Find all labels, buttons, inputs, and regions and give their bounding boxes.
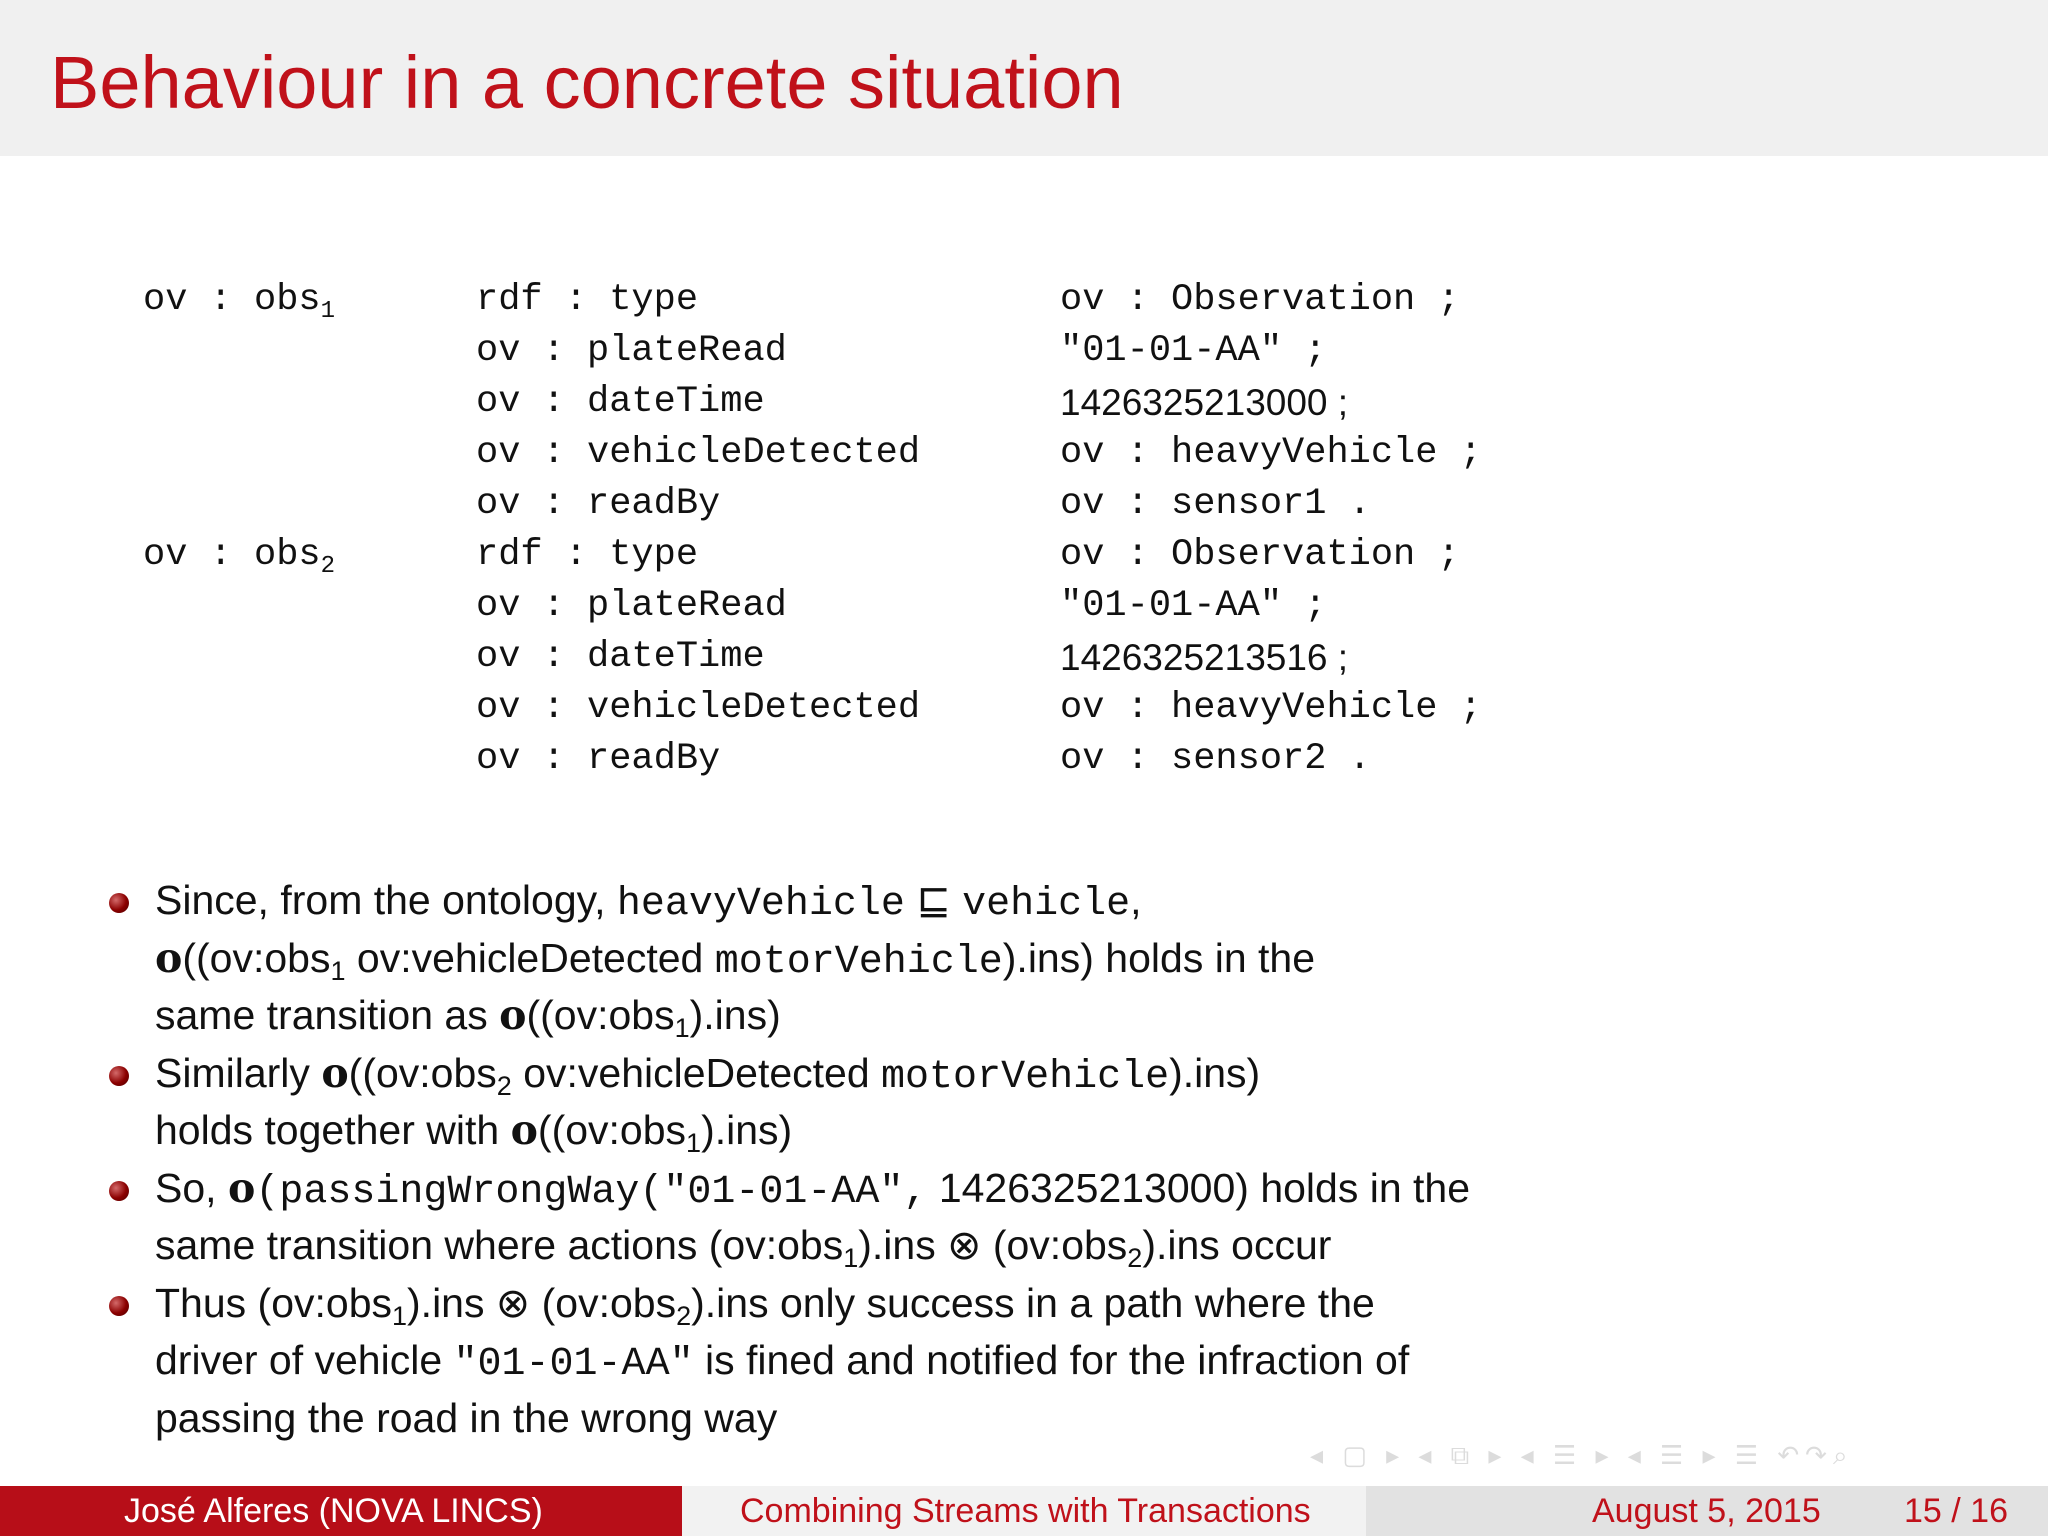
triple-predicate: ov : vehicleDetected xyxy=(476,432,921,474)
bullet-icon xyxy=(109,1066,129,1086)
bullet-line: same transition where actions (ov:obs$_1$).ins ⊗ (ov:obs$_2$).ins occur xyxy=(155,1222,1332,1273)
bullet-line: driver of vehicle "01-01-AA" is fined and notified for the infraction of xyxy=(155,1337,1410,1387)
bullet-line: same transition as o((ov:obs$_1$).ins) xyxy=(155,991,781,1043)
bullet-item xyxy=(105,1045,1565,1160)
triple-predicate: ov : dateTime xyxy=(476,636,765,678)
footer-title-panel xyxy=(682,1486,1366,1536)
triple-predicate: ov : readBy xyxy=(476,738,721,780)
triple-predicate: ov : dateTime xyxy=(476,381,765,423)
triple-predicate: ov : vehicleDetected xyxy=(476,687,921,729)
footer-date: August 5, 2015 xyxy=(1592,1492,1821,1530)
triple-object: 1426325213516 ; xyxy=(1060,637,1349,678)
bullet-line: Thus (ov:obs$_1$).ins ⊗ (ov:obs$_2$).ins only success in a path where the xyxy=(155,1279,1375,1331)
bullet-icon xyxy=(109,893,129,913)
bullet-item xyxy=(105,1160,1565,1275)
triple-object: 1426325213000 ; xyxy=(1060,382,1349,423)
bullet-icon xyxy=(109,1181,129,1201)
slide-title: Behaviour in a concrete situation xyxy=(50,41,1124,124)
bullet-item xyxy=(105,1275,1565,1448)
triple-predicate: rdf : type xyxy=(476,279,699,321)
footer-date-panel xyxy=(1366,1486,2048,1536)
footer-talk-title: Combining Streams with Transactions xyxy=(740,1492,1311,1530)
triple-object: ov : heavyVehicle ; xyxy=(1060,687,1482,729)
bullet-line: passing the road in the wrong way xyxy=(155,1394,778,1441)
bullet-line: o((ov:obs$_1$ ov:vehicleDetected motorVehicle).ins) holds in the xyxy=(155,933,1316,986)
beamer-navigation-icons[interactable]: ◂ ▢ ▸ ◂ ⧉ ▸ ◂ ☰ ▸ ◂ ☰ ▸ ☰ ↶↷⌕ xyxy=(1310,1440,1854,1470)
triple-object: "01-01-AA" ; xyxy=(1060,330,1327,372)
bullet-line: So, o(passingWrongWay("01-01-AA", 1426325213000) holds in the xyxy=(155,1163,1471,1215)
footer-page-number: 15 / 16 xyxy=(1904,1492,2008,1530)
triple-object: ov : sensor1 . xyxy=(1060,483,1371,525)
bullet-line: Since, from the ontology, heavyVehicle ⊑ vehicle, xyxy=(155,877,1142,927)
bullet-icon xyxy=(109,1296,129,1316)
triple-predicate: ov : readBy xyxy=(476,483,721,525)
bullet-line: holds together with o((ov:obs$_1$).ins) xyxy=(155,1106,793,1158)
triple-subject: ov : obs$_1$ xyxy=(143,279,336,325)
footer-author-panel xyxy=(0,1486,682,1536)
triple-predicate: rdf : type xyxy=(476,534,699,576)
triple-object: "01-01-AA" ; xyxy=(1060,585,1327,627)
triple-object: ov : sensor2 . xyxy=(1060,738,1371,780)
triple-object: ov : Observation ; xyxy=(1060,279,1460,321)
triple-object: ov : Observation ; xyxy=(1060,534,1460,576)
bullet-item xyxy=(105,872,1565,1045)
bullet-list xyxy=(105,872,1565,1447)
triple-predicate: ov : plateRead xyxy=(476,585,787,627)
bullet-line: Similarly o((ov:obs$_2$ ov:vehicleDetected motorVehicle).ins) xyxy=(155,1048,1261,1101)
triple-predicate: ov : plateRead xyxy=(476,330,787,372)
footer xyxy=(0,1486,2048,1536)
triple-object: ov : heavyVehicle ; xyxy=(1060,432,1482,474)
triple-subject: ov : obs$_2$ xyxy=(143,534,336,580)
footer-author: José Alferes (NOVA LINCS) xyxy=(124,1492,543,1530)
